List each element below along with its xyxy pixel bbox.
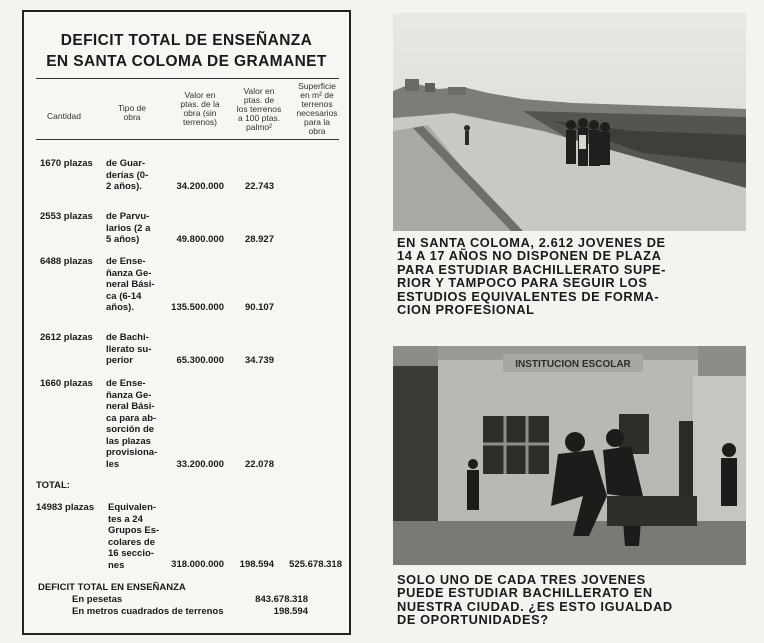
deficit-table xyxy=(22,10,351,635)
total-terrenos: 198.594 xyxy=(239,559,274,570)
table-row-obra: 135.500.000 xyxy=(171,302,224,313)
table-row-terrenos: 34.739 xyxy=(244,355,274,366)
total-obra: 318.000.000 xyxy=(171,559,224,570)
photo-school-kids xyxy=(393,346,746,565)
summary-title: DEFICIT TOTAL EN ENSEÑANZA xyxy=(38,582,186,593)
table-row-qty: 1670 plazas xyxy=(40,158,93,169)
table-row-type: de Bachi- llerato su- perior xyxy=(106,332,152,366)
summary-pesetas-label: En pesetas xyxy=(72,594,123,605)
table-title: DEFICIT TOTAL DE ENSEÑANZA EN SANTA COLOMA DE GRAMANET xyxy=(46,32,327,70)
header-valor-terrenos: Valor en ptas. de los terrenos a 100 ptas. palmo² xyxy=(236,86,282,132)
school-sign-text: INSTITUCION ESCOLAR xyxy=(515,359,631,370)
header-rule xyxy=(36,139,339,140)
photo-school-illustration xyxy=(393,346,746,565)
table-row-qty: 6488 plazas xyxy=(40,256,93,267)
total-superficie: 525.678.318 xyxy=(289,559,342,570)
title-rule xyxy=(36,78,339,79)
table-row-obra: 65.300.000 xyxy=(176,355,224,366)
table-row-type: de Parvu- larios (2 a 5 años) xyxy=(106,211,151,245)
table-row-type: de Ense- ñanza Ge- neral Bási- ca (6-14 años). xyxy=(106,256,155,313)
summary-pesetas-value: 843.678.318 xyxy=(255,594,308,605)
header-tipo: Tipo de obra xyxy=(117,103,147,122)
summary-m2-label: En metros cuadrados de terrenos xyxy=(72,606,224,617)
photo2-caption: SOLO UNO DE CADA TRES JOVENES PUEDE ESTUDIAR BACHILLERATO EN NUESTRA CIUDAD. ¿ES ESTO IGUALDAD DE OPORTUNIDADES? xyxy=(397,572,673,628)
table-row-obra: 34.200.000 xyxy=(176,181,224,192)
table-row-qty: 2612 plazas xyxy=(40,332,93,343)
table-row-terrenos: 28.927 xyxy=(244,234,274,245)
table-row-obra: 33.200.000 xyxy=(176,459,224,470)
table-row-terrenos: 22.078 xyxy=(244,459,274,470)
photo1-caption: EN SANTA COLOMA, 2.612 JOVENES DE 14 A 17 AÑOS NO DISPONEN DE PLAZA PARA ESTUDIAR BACHILLERATO SUPE- RIOR Y TAMPOCO PARA SEGUIR LOS ESTUDIOS EQUIVALENTES DE FORMA- CION PROFESIONAL xyxy=(397,235,666,318)
header-cantidad: Cantidad xyxy=(46,111,82,121)
photo-road-illustration xyxy=(393,13,746,231)
table-row-terrenos: 22.743 xyxy=(244,181,274,192)
summary-m2-value: 198.594 xyxy=(273,606,308,617)
total-qty: 14983 plazas xyxy=(36,502,95,513)
header-valor-obra: Valor en ptas. de la obra (sin terrenos) xyxy=(180,90,220,127)
table-row-qty: 2553 plazas xyxy=(40,211,93,222)
total-type: Equivalen- tes a 24 Grupos Es- colares de 16 seccio- nes xyxy=(108,502,160,571)
photo-road-youths xyxy=(393,13,746,231)
total-label: TOTAL: xyxy=(36,480,70,491)
table-row-obra: 49.800.000 xyxy=(176,234,224,245)
table-row-qty: 1660 plazas xyxy=(40,378,93,389)
table-row-terrenos: 90.107 xyxy=(244,302,274,313)
header-superficie: Superficie en m² de terrenos necesarios para la obra xyxy=(296,81,338,136)
table-row-type: de Ense- ñanza Ge- neral Bási- ca para ab- sorción de las plazas provisiona- les xyxy=(106,378,158,470)
table-row-type: de Guar- derías (0- 2 años). xyxy=(106,158,149,192)
